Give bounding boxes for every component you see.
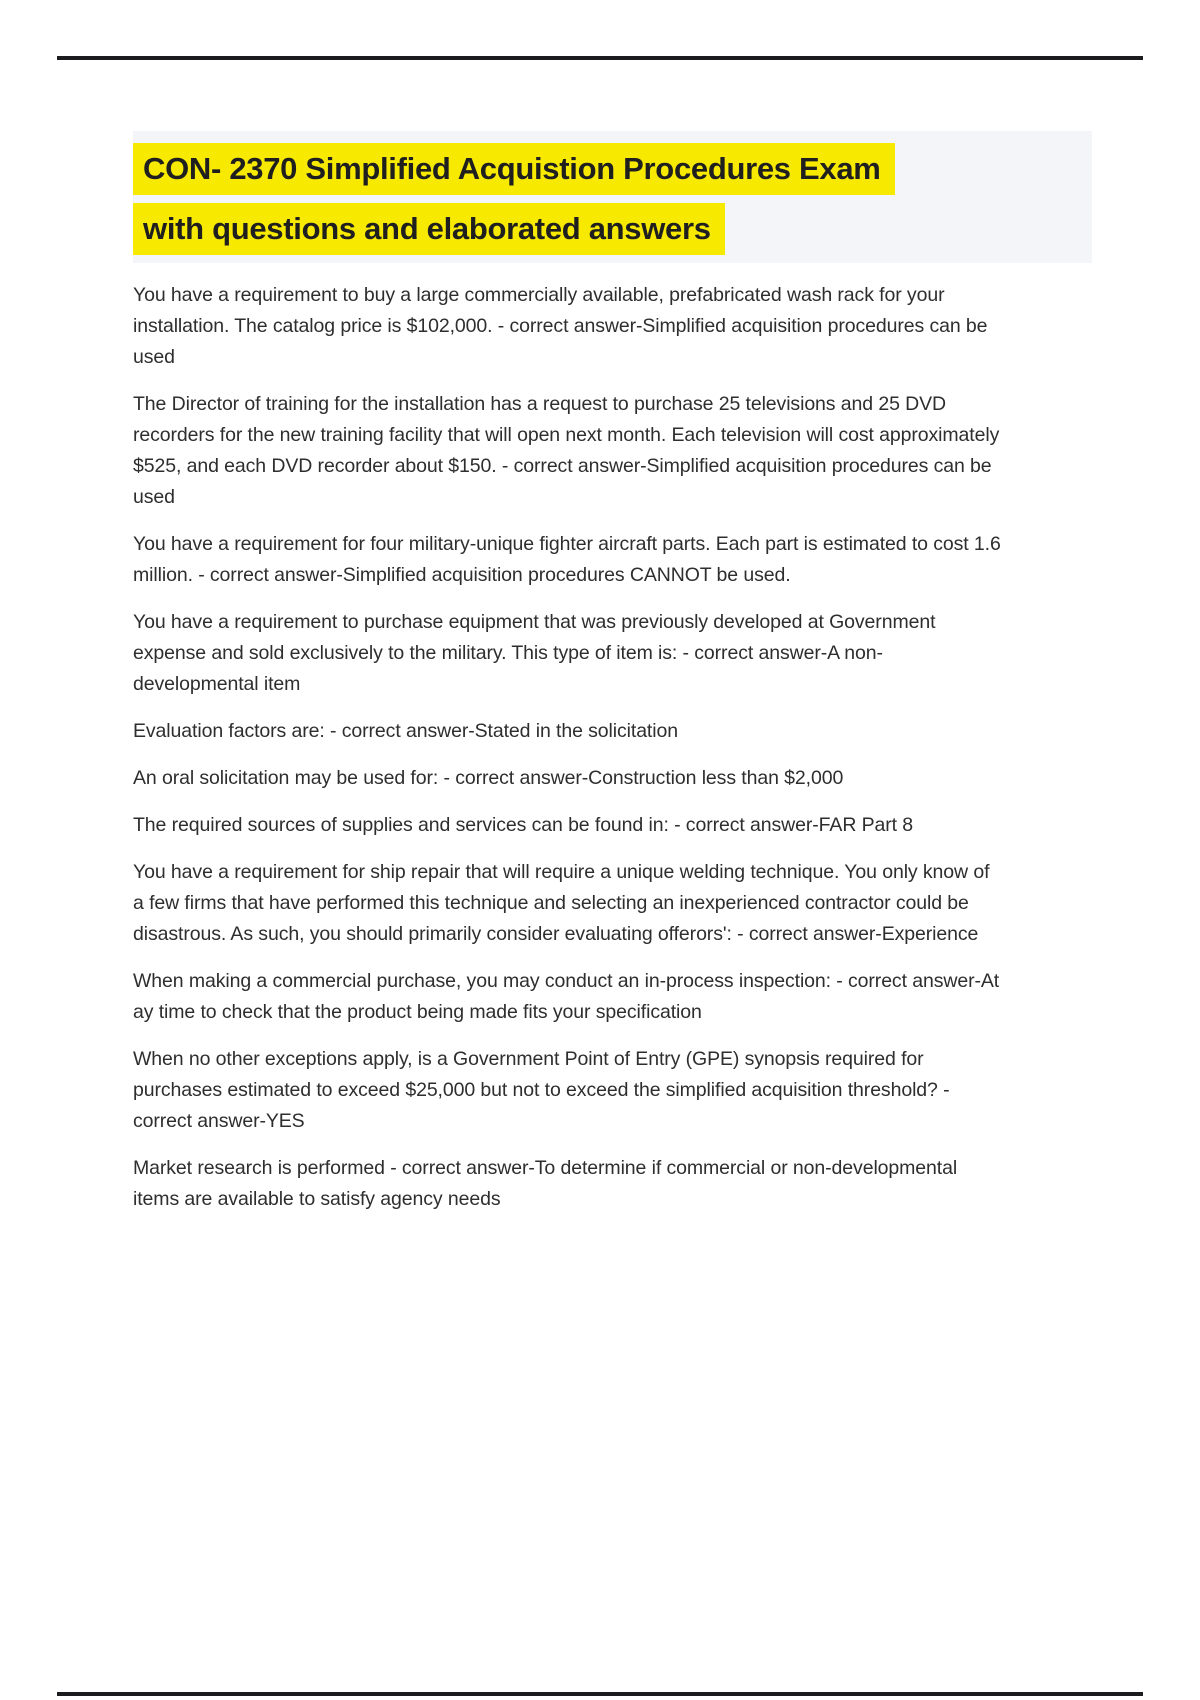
title-block <box>133 131 1092 263</box>
top-divider <box>57 56 1143 60</box>
bottom-divider <box>57 1692 1143 1696</box>
qa-paragraph: You have a requirement to purchase equipment that was previously developed at Government expense and sold exclusively to the military. This type of item is: - correct answer-A non-developmental item <box>133 611 936 695</box>
qa-paragraph: You have a requirement to buy a large commercially available, prefabricated wash rack for your installation. The catalog price is $102,000. - correct answer-Simplified acquisition procedures can be used <box>133 284 988 368</box>
qa-paragraph: An oral solicitation may be used for: - correct answer-Construction less than $2,000 <box>133 767 844 789</box>
qa-paragraph: The Director of training for the installation has a request to purchase 25 televisions and 25 DVD recorders for the new training facility that will open next month. Each television will cost approximately $525, and each DVD recorder about $150. - correct answer-Simplified acquisition procedures can be used <box>133 393 1000 508</box>
page-title-line2: with questions and elaborated answers <box>133 203 725 255</box>
qa-paragraph: When no other exceptions apply, is a Government Point of Entry (GPE) synopsis required for purchases estimated to exceed $25,000 but not to exceed the simplified acquisition threshold? - correct answer-YES <box>133 1048 950 1132</box>
qa-paragraph: The required sources of supplies and services can be found in: - correct answer-FAR Part 8 <box>133 814 914 836</box>
qa-paragraph: You have a requirement for four military-unique fighter aircraft parts. Each part is estimated to cost 1.6 million. - correct answer-Simplified acquisition procedures CANNOT be used. <box>133 533 1001 586</box>
page-title-line1: CON- 2370 Simplified Acquistion Procedures Exam <box>133 143 895 195</box>
qa-list <box>133 280 1001 1231</box>
qa-paragraph: Market research is performed - correct answer-To determine if commercial or non-developmental items are available to satisfy agency needs <box>133 1157 958 1210</box>
qa-paragraph: When making a commercial purchase, you may conduct an in-process inspection: - correct answer-At ay time to check that the product being made fits your specification <box>133 970 1000 1023</box>
qa-paragraph: Evaluation factors are: - correct answer-Stated in the solicitation <box>133 720 678 742</box>
qa-paragraph: You have a requirement for ship repair that will require a unique welding technique. You only know of a few firms that have performed this technique and selecting an inexperienced contractor could be disastrous. As such, you should primarily consider evaluating offerors': - correct answer-Experience <box>133 861 990 945</box>
